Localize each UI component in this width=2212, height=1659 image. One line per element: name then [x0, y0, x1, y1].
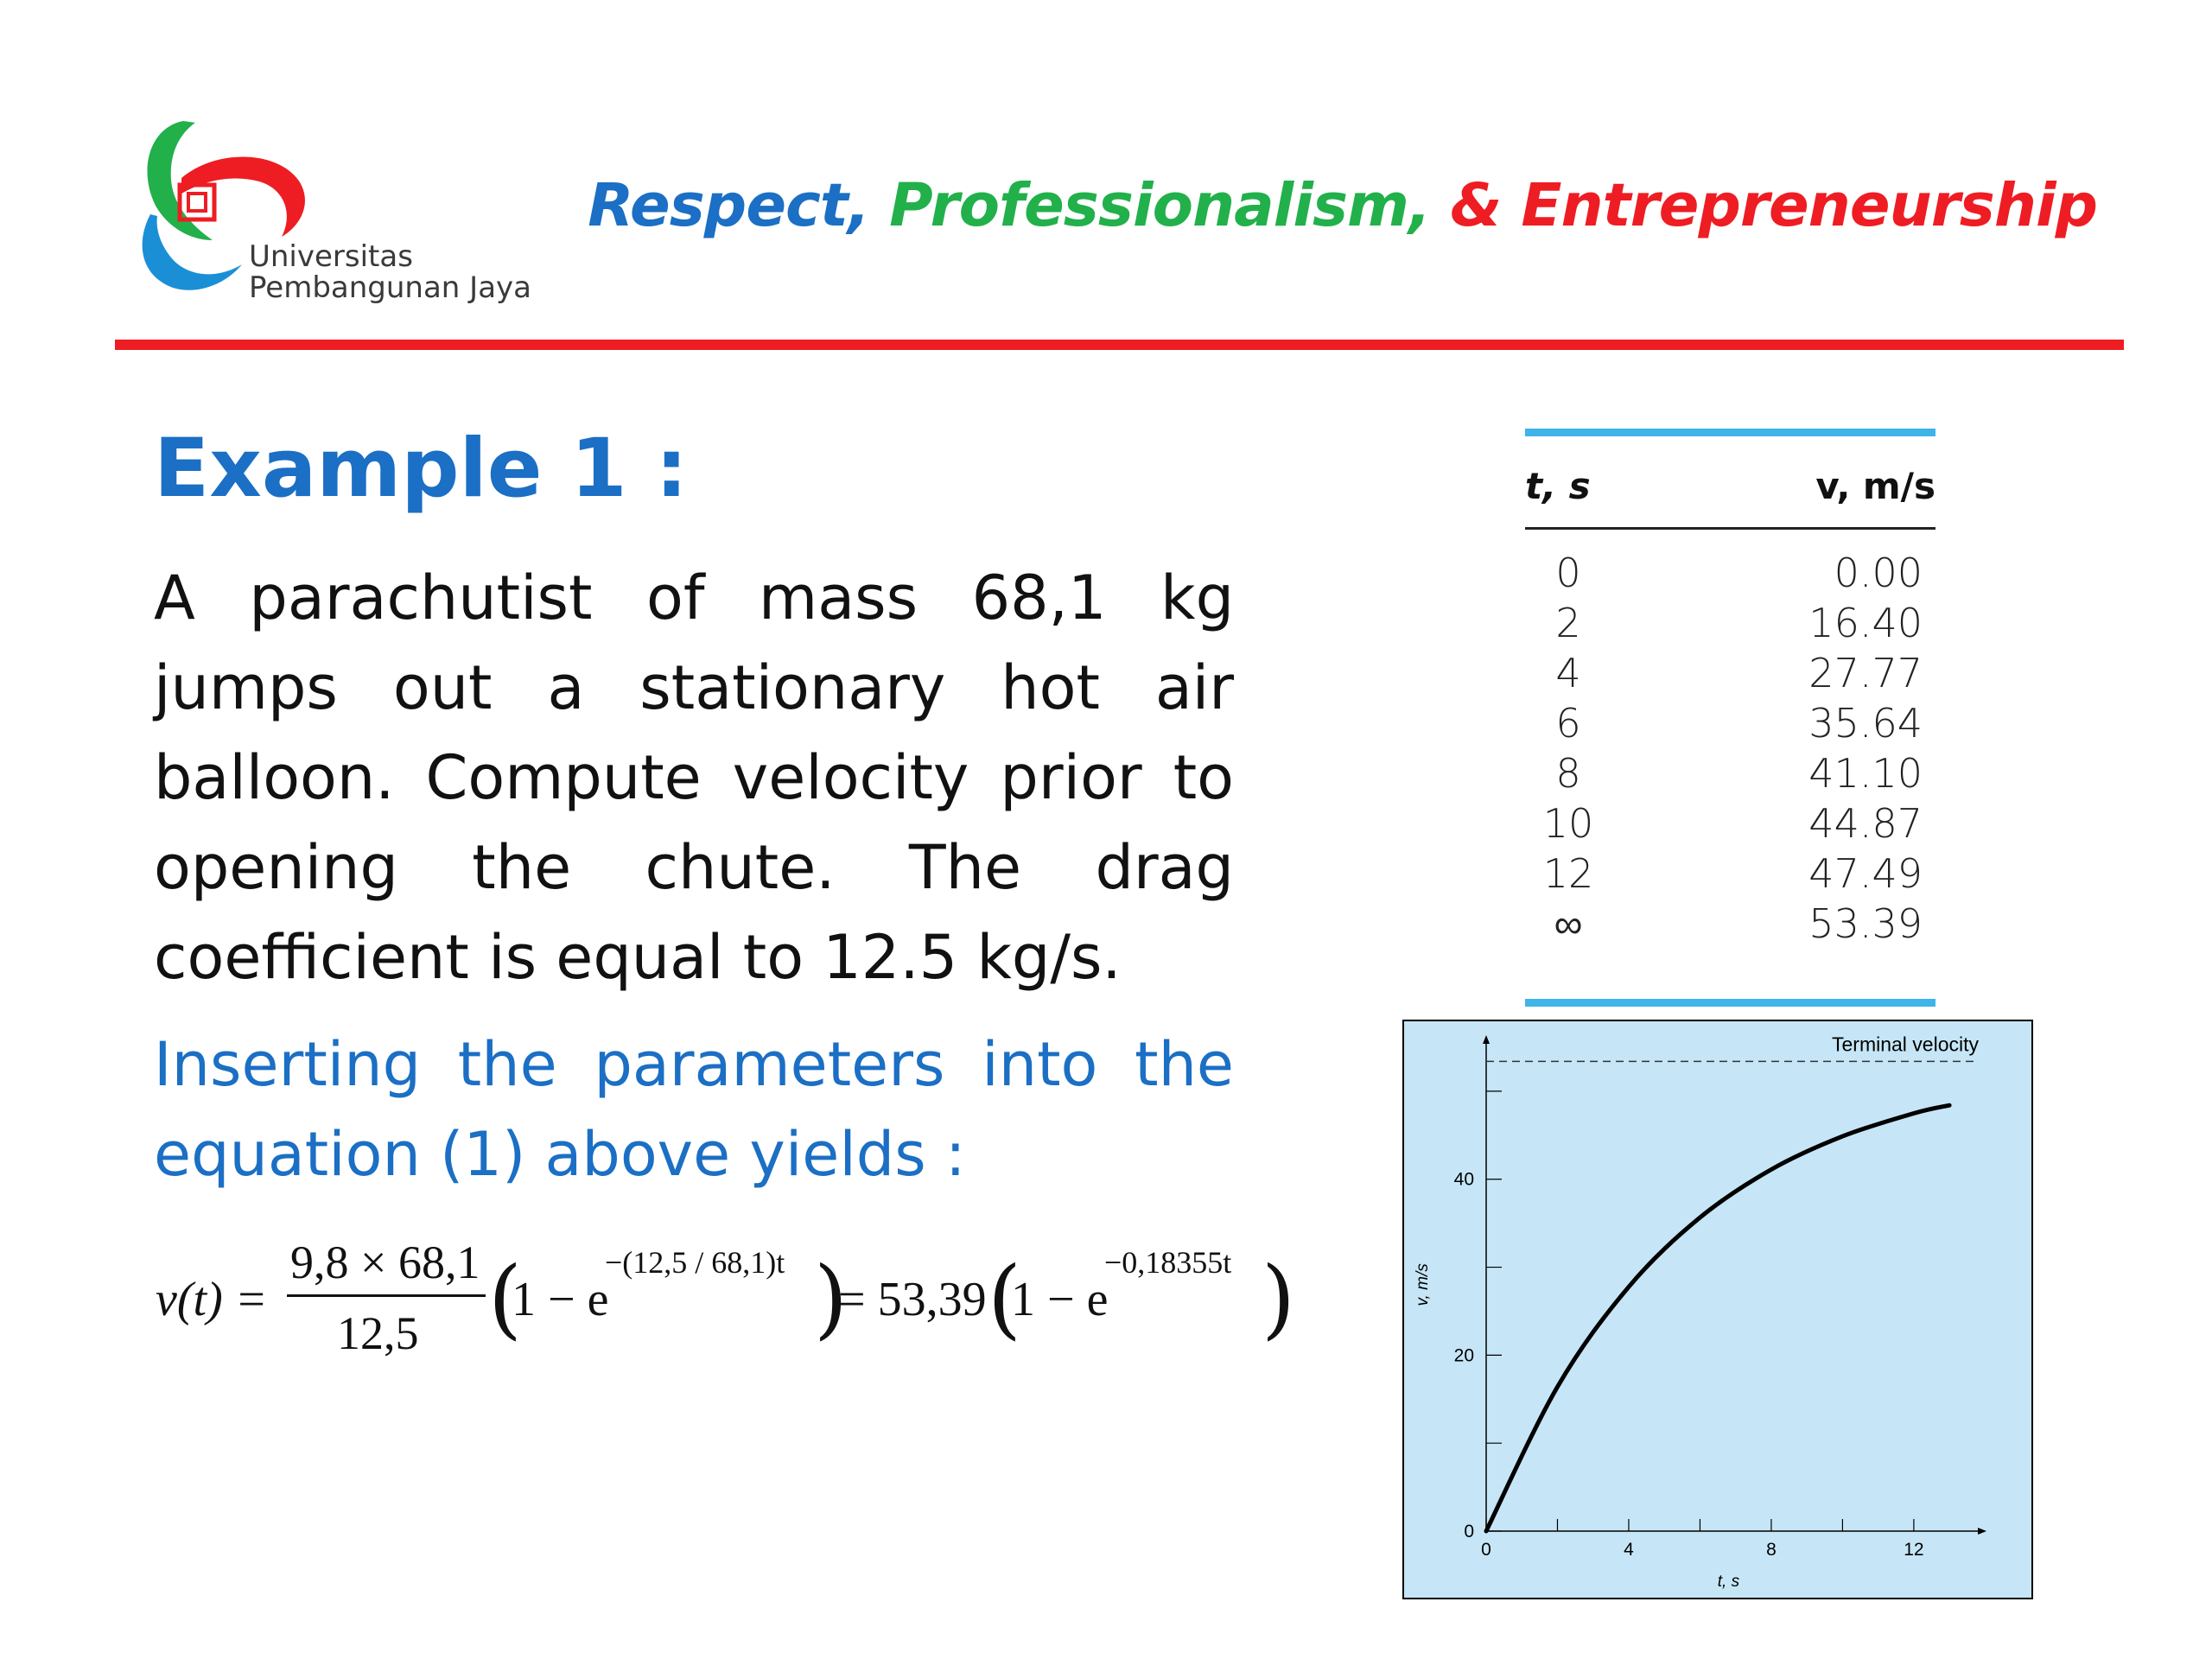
x-axis-label: t, s	[1717, 1573, 1740, 1591]
y-tick-label: 20	[1453, 1345, 1474, 1366]
tagline-part-entrepreneurship: & Entrepreneurship	[1450, 171, 2097, 240]
equation-paren-open: (	[488, 1248, 523, 1349]
header-divider	[115, 340, 2124, 350]
velocity-chart	[1402, 1020, 2033, 1599]
x-tick-label: 4	[1624, 1540, 1634, 1560]
equation-paren-open-2: (	[988, 1248, 1022, 1349]
y-tick-label: 0	[1464, 1522, 1474, 1541]
table-header-t: t, s	[1525, 465, 1591, 507]
problem-statement: A parachutist of mass 68,1 kg jumps out a stationary hot air balloon. Compute velocity prior to opening the chute. The drag coefficient is equal to 12.5 kg/s.	[154, 563, 1234, 993]
y-tick-label: 40	[1453, 1169, 1474, 1190]
equation-denominator: 12,5	[337, 1307, 419, 1359]
equation-result: = 53,39	[838, 1273, 987, 1326]
velocity-chart-svg	[1404, 1021, 2031, 1598]
table-cell-v: 41.10	[1808, 750, 1923, 797]
tagline	[588, 171, 2097, 240]
equation-lhs: v(t) =	[156, 1273, 268, 1326]
table-cell-t: 12	[1542, 850, 1594, 897]
logo-line-1: Universitas	[249, 239, 413, 274]
equation-exponent-1: −(12,5 / 68,1)t	[605, 1245, 785, 1280]
tagline-part-respect: Respect,	[588, 171, 890, 240]
x-tick-label: 8	[1766, 1540, 1777, 1560]
table-cell-v: 27.77	[1808, 650, 1923, 696]
equation-fraction-bar	[287, 1294, 486, 1297]
x-axis-arrow	[1978, 1528, 1986, 1535]
table-cell-t: 4	[1555, 650, 1581, 696]
terminal-velocity-label: Terminal velocity	[1832, 1033, 1979, 1056]
table-cell-v: 44.87	[1808, 800, 1923, 847]
table-cell-v: 35.64	[1808, 700, 1923, 747]
university-logo	[130, 111, 553, 318]
x-tick-label: 12	[1904, 1540, 1924, 1560]
table-cell-t: 10	[1542, 800, 1594, 847]
example-title: Example 1 :	[154, 422, 688, 516]
equation-paren-close: )	[814, 1248, 849, 1349]
tagline-part-professionalism: Professionalism,	[889, 171, 1451, 240]
table-cell-v: 53.39	[1808, 900, 1923, 947]
table-cell-t: ∞	[1554, 900, 1583, 947]
table-cell-v: 0.00	[1834, 550, 1923, 596]
x-tick-label: 0	[1481, 1540, 1491, 1560]
table-cell-t: 8	[1555, 750, 1581, 797]
equation-exponent-2: −0,18355t	[1104, 1245, 1232, 1280]
inserting-statement: Inserting the parameters into the equation (1) above yields :	[154, 1029, 1234, 1190]
y-axis-arrow	[1483, 1035, 1490, 1044]
table-header-rule	[1525, 527, 1936, 530]
table-cell-t: 2	[1555, 600, 1581, 646]
table-top-rule	[1525, 429, 1936, 436]
equation-one-minus-e: 1 − e	[512, 1273, 609, 1326]
table-cell-v: 47.49	[1808, 850, 1923, 897]
table-cell-t: 0	[1555, 550, 1581, 596]
equation-one-minus-e-2: 1 − e	[1011, 1273, 1109, 1326]
table-cell-t: 6	[1555, 700, 1581, 747]
logo-line-2: Pembangunan Jaya	[249, 270, 531, 305]
velocity-curve	[1486, 1105, 1949, 1531]
table-cell-v: 16.40	[1808, 600, 1923, 646]
equation-numerator: 9,8 × 68,1	[290, 1236, 480, 1288]
velocity-table	[1525, 429, 1936, 1009]
table-bottom-rule	[1525, 999, 1936, 1007]
table-header-v: v, m/s	[1815, 465, 1936, 507]
y-axis-label: v, m/s	[1414, 1263, 1432, 1306]
equation-paren-close-2: )	[1262, 1248, 1296, 1349]
